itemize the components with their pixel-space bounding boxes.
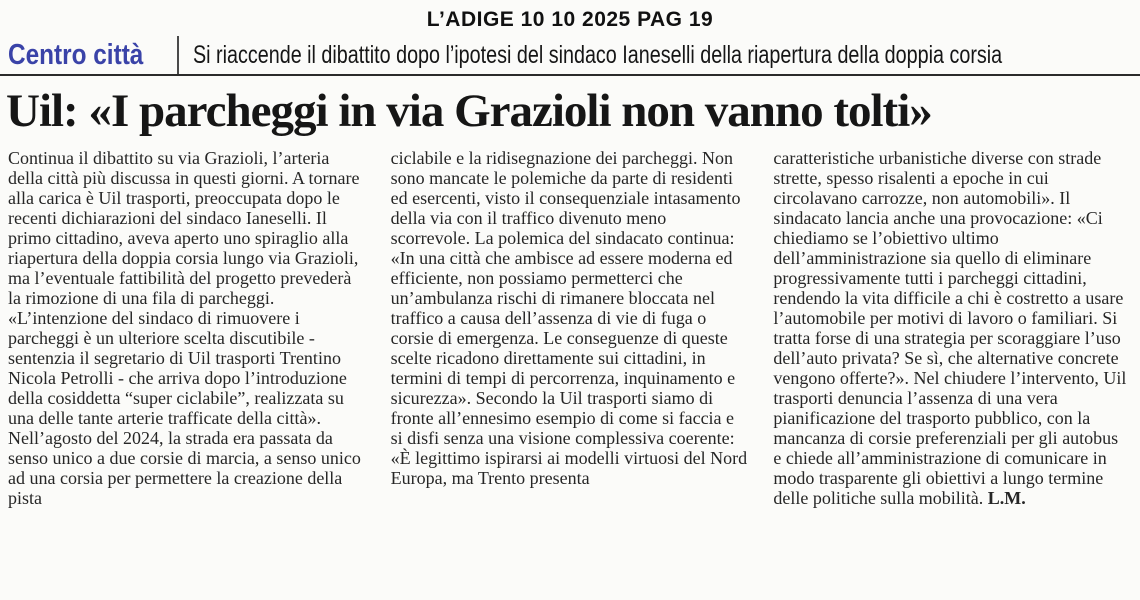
source-line: L’ADIGE 10 10 2025 PAG 19 <box>426 8 714 31</box>
article-headline: Uil: «I parcheggi in via Grazioli non vanno tolti» <box>6 85 932 137</box>
article-column-3-text: caratteristiche urbanistiche diverse con strade strette, spesso risalenti a epoche in cui circolavano carrozze, non automobili». Il sindacato lancia anche una provocazione: «Ci chiediamo se l’obiettivo ultimo dell’amministrazione sia quello di eliminare progressivamente tutti i parcheggi cittadini, rendendo la vita difficile a chi è costretto a usare l’automobile per motivi di lavoro o familiari. Si tratta forse di una strategia per scoraggiare l’uso dell’auto privata? Se sì, che alternative concrete vengono offerte?». Nel chiudere l’intervento, Uil trasporti denuncia l’assenza di una vera pianificazione del trasporto pubblico, con la mancanza di corsie preferenziali per gli autobus e chiede all’amministrazione di comunicare in modo trasparente gli obiettivi a lungo termine delle politiche sulla mobilità. <box>773 148 1127 508</box>
deck-cell <box>179 36 1140 74</box>
article-column-2: ciclabile e la ridisegnazione dei parcheggi. Non sono mancate le polemiche da parte di residenti ed esercenti, visto il consequenziale intasamento della via con il traffico divenuto meno scorrevole. La polemica del sindacato continua: «In una città che ambisce ad essere moderna ed efficiente, non possiamo permetterci che un’ambulanza rischi di rimanere bloccata nel traffico a causa dell’assenza di vie di fuga o corsie di emergenza. Le conseguenze di queste scelte ricadono direttamente sui cittadini, in termini di tempi di percorrenza, inquinamento e sicurezza». Secondo la Uil trasporti siamo di fronte all’ennesimo esempio di come si faccia e si disfi senza una visione complessiva coerente: «È legittimo ispirarsi ai modelli virtuosi del Nord Europa, ma Trento presenta <box>390 148 748 488</box>
article-column-3 <box>773 148 1130 508</box>
article-body <box>0 138 1140 508</box>
kicker-label: Centro città <box>8 38 144 71</box>
article-subtitle: Si riaccende il dibattito dopo l’ipotesi del sindaco Ianeselli della riapertura della doppia corsia <box>193 40 1003 69</box>
kicker-cell <box>0 36 179 74</box>
article-column-1: Continua il dibattito su via Grazioli, l’arteria della città più discussa in questi giorni. A tornare alla carica è Uil trasporti, preoccupata dopo le recenti dichiarazioni del sindaco Ianeselli. Il primo cittadino, aveva aperto uno spiraglio alla riapertura della doppia corsia lungo via Grazioli, ma l’eventuale fattibilità del progetto prevederà la rimozione di una fila di parcheggi. «L’intenzione del sindaco di rimuovere i parcheggi è un ulteriore scelta discutibile - sentenzia il segretario di Uil trasporti Trentino Nicola Petrolli - che arriva dopo l’introduzione della cosiddetta “super ciclabile”, realizzata su una delle tante arterie trafficate della città». Nell’agosto del 2024, la strada era passata da senso unico a due corsie di marcia, a senso unico ad una corsia per permettere la creazione della pista <box>8 148 361 508</box>
byline: L.M. <box>987 488 1026 508</box>
kicker-row <box>0 36 1140 76</box>
